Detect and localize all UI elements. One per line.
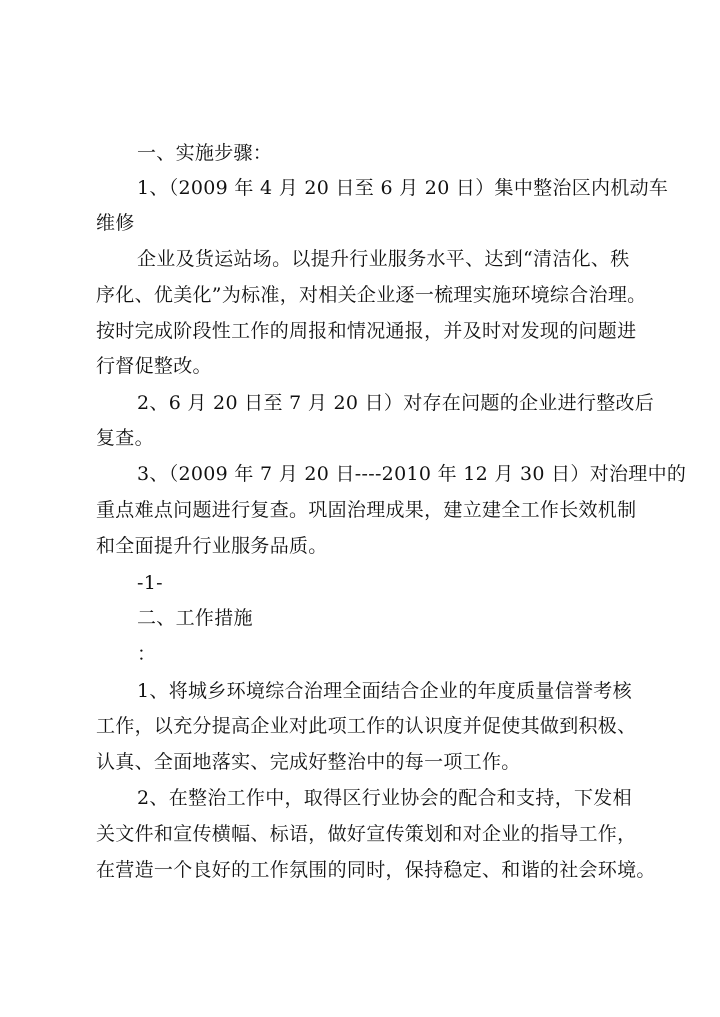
section-heading-measures: 二、工作措施 <box>137 607 253 629</box>
step-1-line: 企业及货运站场。以提升行业服务水平、达到“清洁化、秩 <box>137 248 630 270</box>
step-3-line: 和全面提升行业服务品质。 <box>96 535 328 557</box>
page-number: -1- <box>137 572 163 594</box>
section-colon: ： <box>137 643 157 665</box>
step-1-line: 1、（2009 年 4 月 20 日至 6 月 20 日）集中整治区内机动车 <box>137 177 669 199</box>
step-1-line: 序化、优美化”为标准，对相关企业逐一梳理实施环境综合治理。 <box>96 284 647 306</box>
step-2-line: 2、6 月 20 日至 7 月 20 日）对存在问题的企业进行整改后 <box>137 392 655 414</box>
step-3-line: 重点难点问题进行复查。巩固治理成果，建立建全工作长效机制 <box>96 499 637 521</box>
step-1-line: 维修 <box>96 212 135 234</box>
step-2-line: 复查。 <box>96 427 154 449</box>
measure-1-line: 工作，以充分提高企业对此项工作的认识度并促使其做到积极、 <box>96 715 637 737</box>
measure-2-line: 2、在整治工作中，取得区行业协会的配合和支持，下发相 <box>137 787 632 809</box>
step-1-line: 按时完成阶段性工作的周报和情况通报，并及时对发现的问题进 <box>96 320 637 342</box>
section-heading-steps: 一、实施步骤： <box>137 142 273 164</box>
measure-1-line: 1、将城乡环境综合治理全面结合企业的年度质量信誉考核 <box>137 680 632 702</box>
measure-2-line: 在营造一个良好的工作氛围的同时，保持稳定、和谐的社会环境。 <box>96 859 656 881</box>
measure-2-line: 关文件和宣传横幅、标语，做好宣传策划和对企业的指导工作， <box>96 823 637 845</box>
step-3-line: 3、（2009 年 7 月 20 日----2010 年 12 月 30 日）对治理中的 <box>137 463 687 485</box>
step-1-line: 行督促整改。 <box>96 355 212 377</box>
measure-1-line: 认真、全面地落实、完成好整治中的每一项工作。 <box>96 751 521 773</box>
